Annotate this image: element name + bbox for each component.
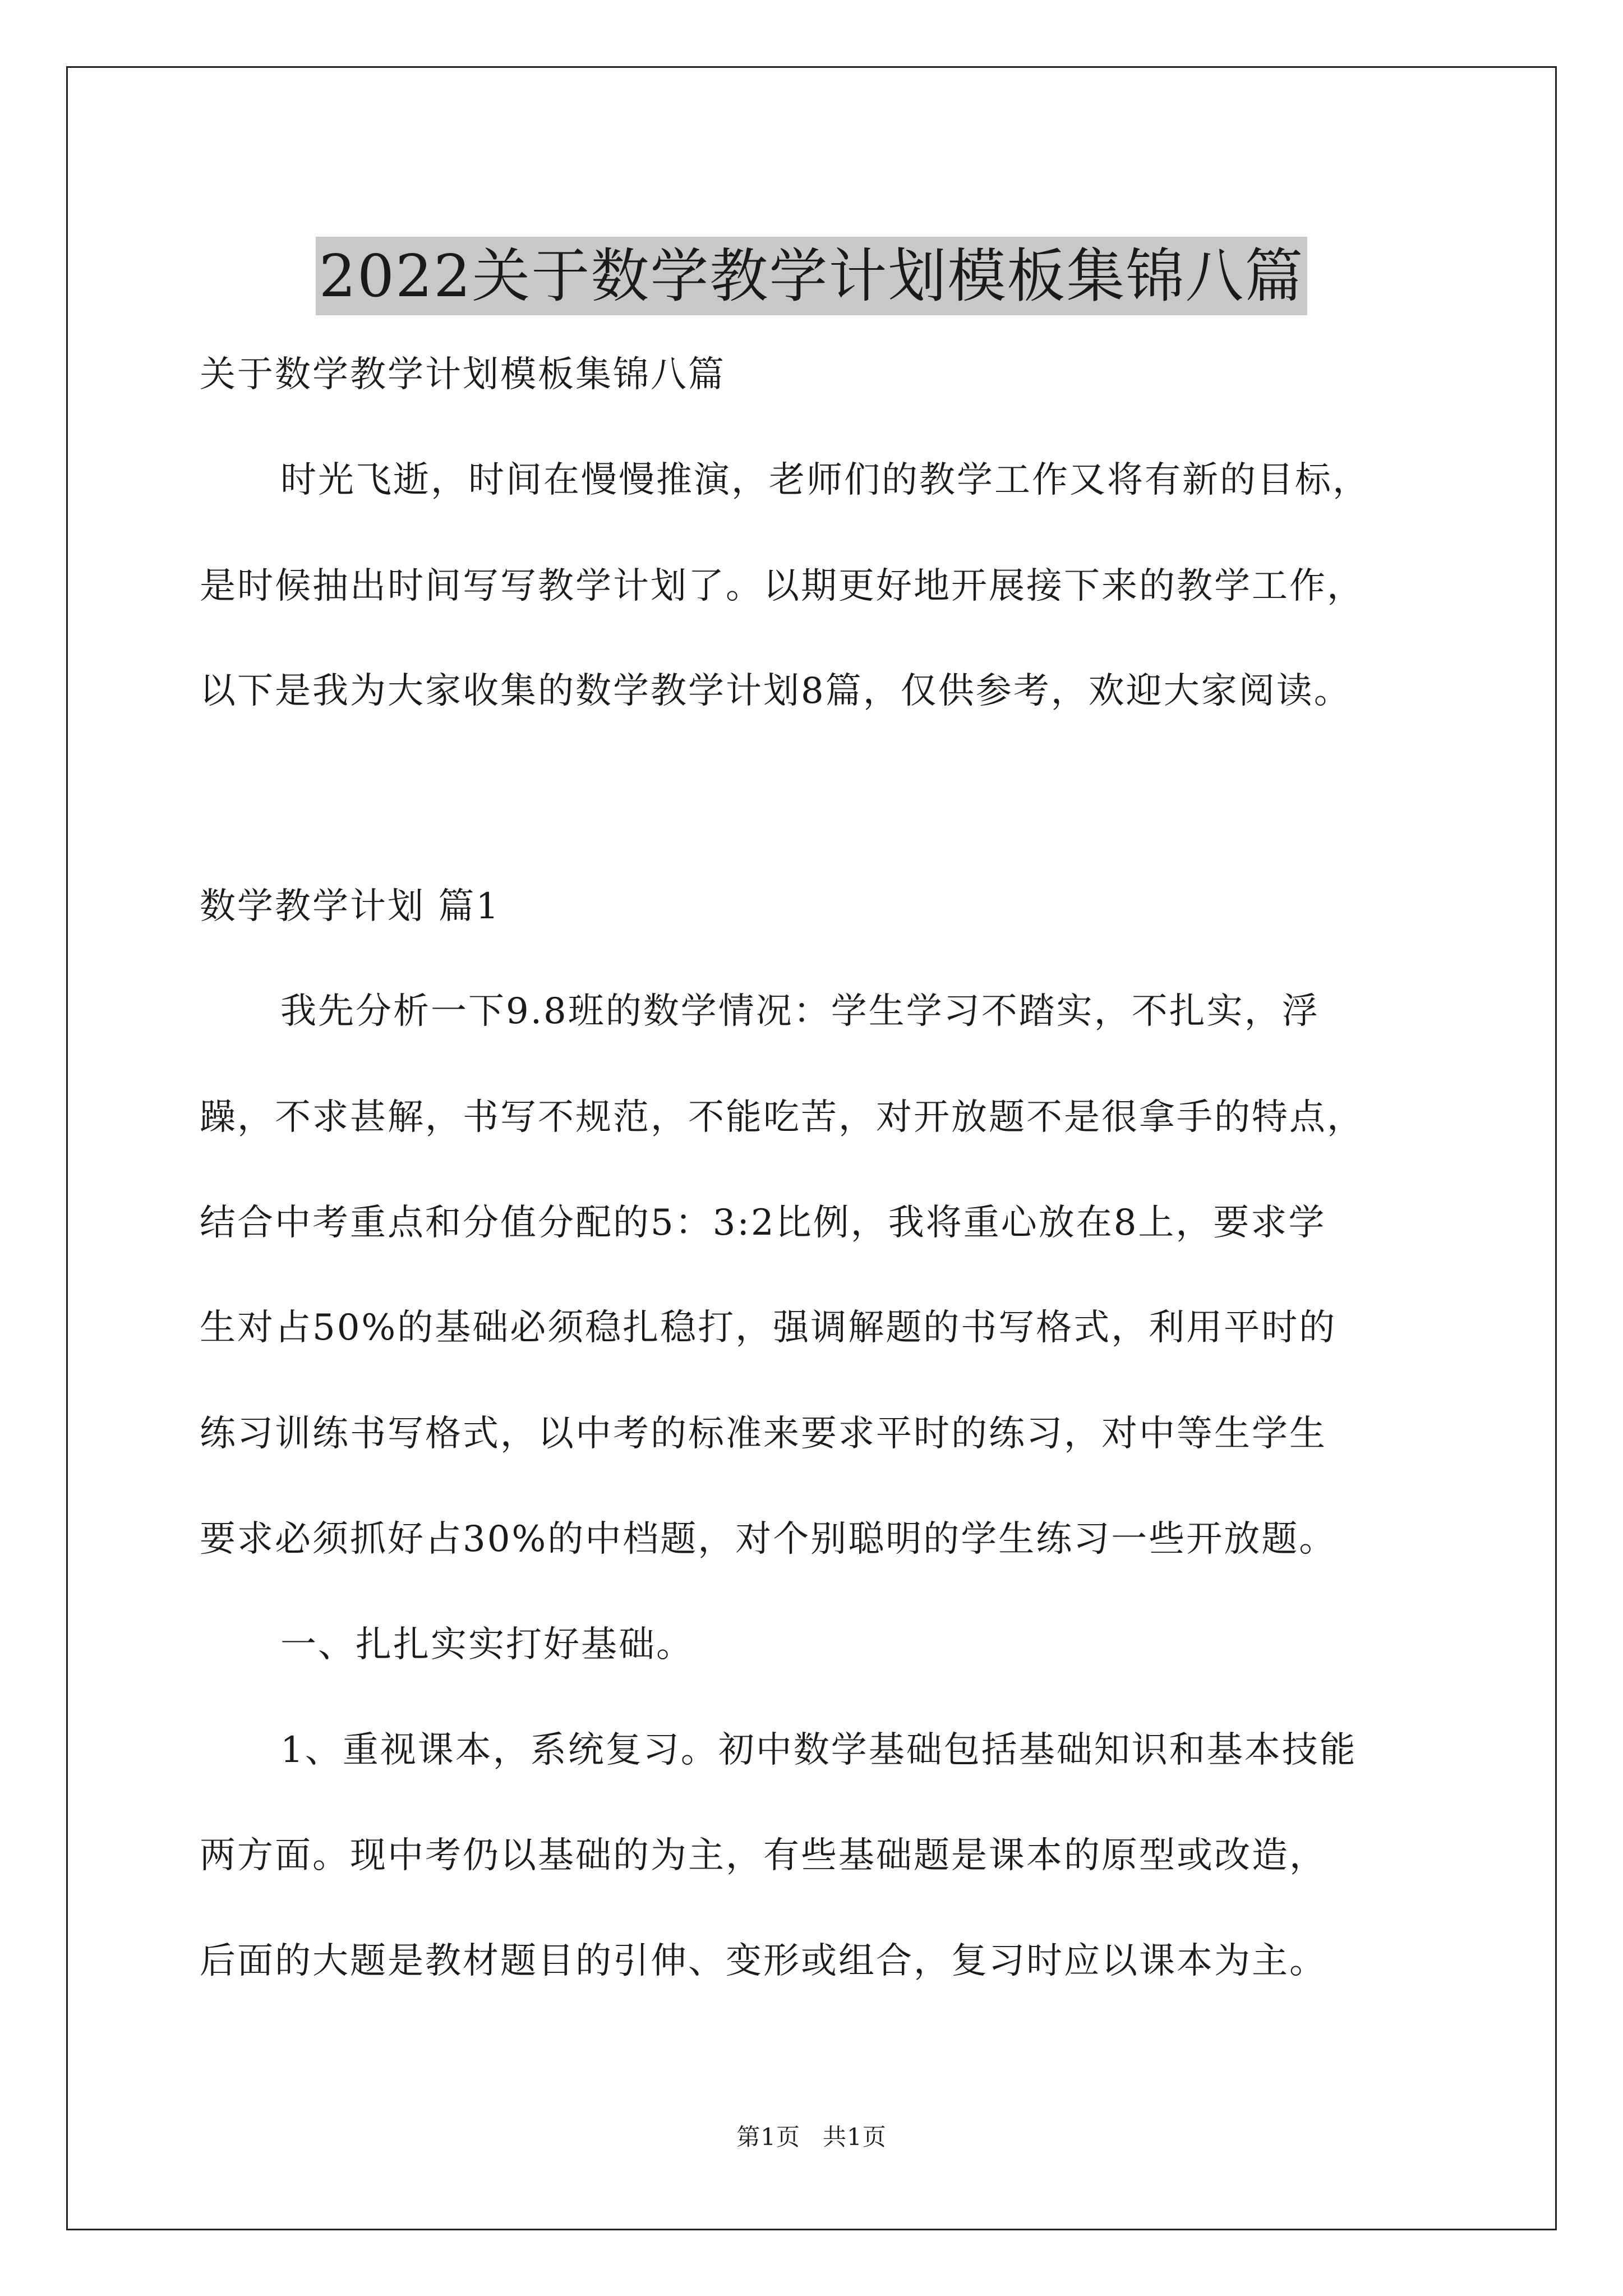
intro-line-3: 以下是我为大家收集的数学教学计划8篇，仅供参考，欢迎大家阅读。: [200, 670, 1352, 712]
paragraph1-line-3: 结合中考重点和分值分配的5：3:2比例，我将重心放在8上，要求学: [200, 1202, 1326, 1244]
paragraph1-line-6: 要求必须抓好占30%的中档题，对个别聪明的学生练习一些开放题。: [200, 1519, 1337, 1560]
document-title: 2022关于数学教学计划模板集锦八篇: [316, 237, 1308, 315]
paragraph1-line-1: 我先分析一下9.8班的数学情况：学生学习不踏实，不扎实，浮: [280, 991, 1320, 1032]
page-number-total: 共1页: [823, 2123, 887, 2151]
paragraph1-line-4: 生对占50%的基础必须稳扎稳打，强调解题的书写格式，利用平时的: [200, 1307, 1337, 1349]
page-number-current: 第1页: [736, 2123, 800, 2151]
paragraph2-line-1: 1、重视课本，系统复习。初中数学基础包括基础知识和基本技能: [280, 1729, 1357, 1771]
section-heading: 数学教学计划 篇1: [200, 886, 501, 927]
document-subtitle: 关于数学教学计划模板集锦八篇: [200, 354, 726, 395]
intro-line-1: 时光飞逝，时间在慢慢推演，老师们的教学工作又将有新的目标，: [280, 459, 1370, 501]
paragraph2-line-2: 两方面。现中考仍以基础的为主，有些基础题是课本的原型或改造，: [200, 1835, 1327, 1876]
paragraph1-line-2: 躁，不求甚解，书写不规范，不能吃苦，对开放题不是很拿手的特点，: [200, 1097, 1364, 1138]
paragraph2-line-3: 后面的大题是教材题目的引伸、变形或组合，复习时应以课本为主。: [200, 1940, 1327, 1982]
intro-line-2: 是时候抽出时间写写教学计划了。以期更好地开展接下来的教学工作，: [200, 565, 1364, 607]
point-heading: 一、扎扎实实打好基础。: [280, 1624, 694, 1665]
paragraph1-line-5: 练习训练书写格式，以中考的标准来要求平时的练习，对中等生学生: [200, 1413, 1327, 1455]
title-container: [0, 197, 1623, 354]
page-footer: [0, 2122, 1623, 2153]
